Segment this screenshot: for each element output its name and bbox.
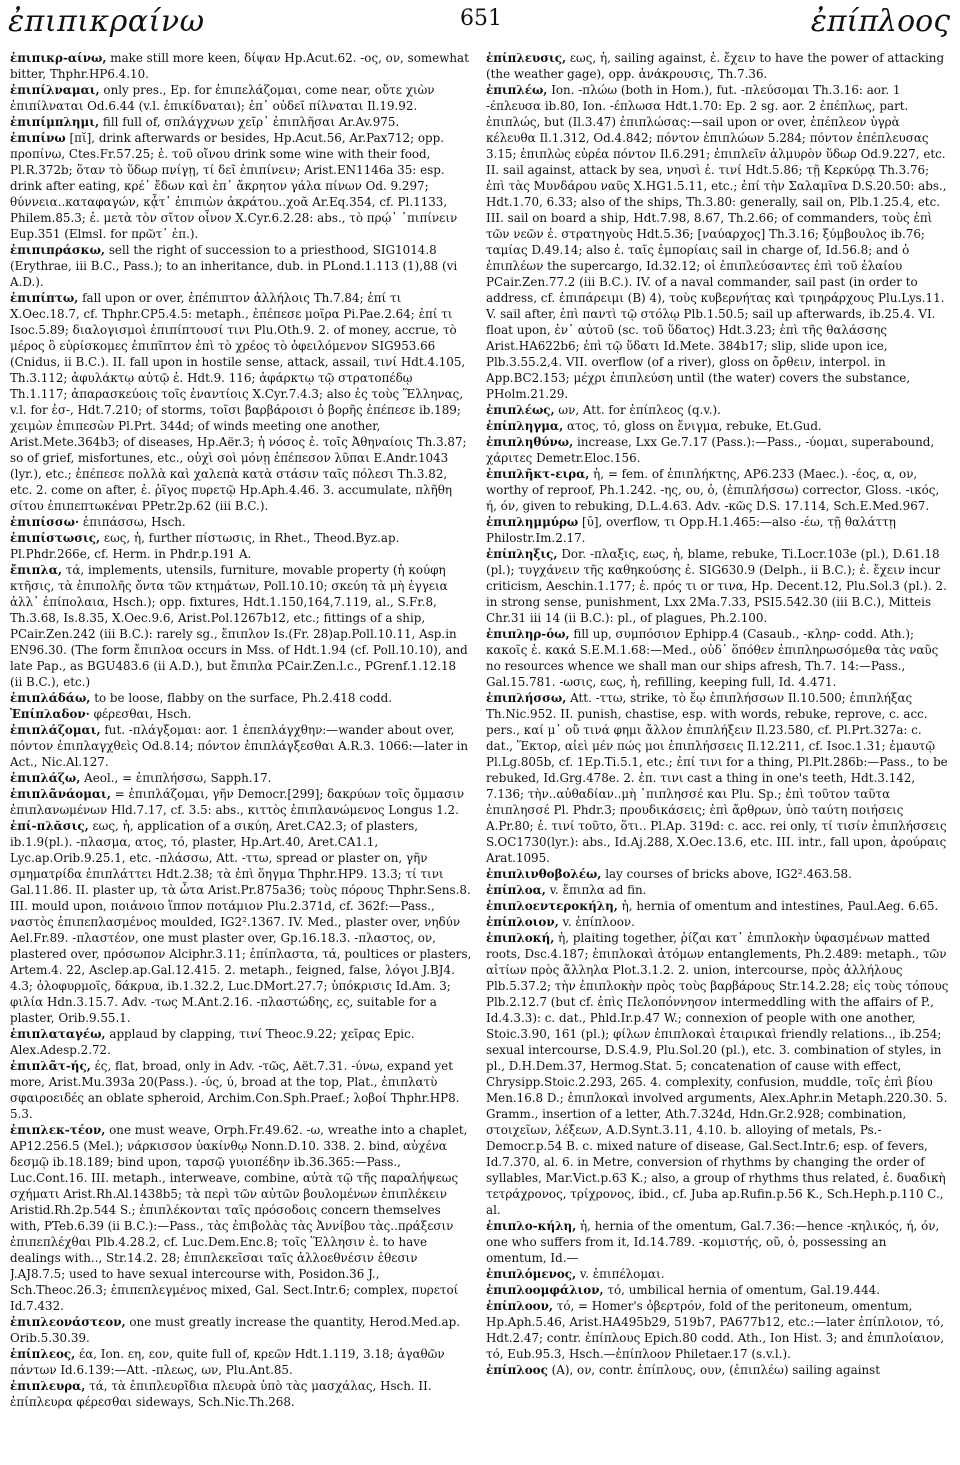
entry-headword: ἐπιπλεκ-τέον, — [10, 1123, 106, 1137]
entry-definition: make still more keen, δίψαν Hp.Acut.62. -ος, ον, somewhat bitter, Thphr.HP6.4.10. — [10, 51, 469, 81]
right-running-headword: ἐπίπλοος — [810, 4, 950, 39]
entry-definition: τά, implements, utensils, furniture, movable property (ἡ κούφη κτῆσις, τὰ ἐπιπολῆς ὄντα τῶν κτημάτων, Poll.10.10; σκεύη τὰ μὴ ἐγγεια ἀλλ᾽ ἐπίπολαια, Hsch.); opp. fixtures, Hdt.1.150,164,7.119, al., S.Fr.8, Th.3.68, Is.8.35, X.Oec.9.6, Arist.Pol.1267b12, etc.; fittings of a ship, PCair.Zen.242 (iii B.C.): rarely sg., ἔπιπλον Is.(Fr. 28)ap.Poll.10.11, Asp.in EN96.30. (The form ἔπιπλοα occurs in Mss. of Hdt.1.94 (cf. Poll.10.10), and late Pap., as BGU483.6 (ii A.D.), but ἔπιπλα PCair.Zen.l.c., PGrenf.1.12.18 (ii B.C.), etc.) — [10, 563, 468, 689]
entry-headword: ἐπιπλήσσω, — [486, 691, 567, 705]
entry-headword: ἐπιπλᾶνάομαι, — [10, 787, 111, 801]
page-number: 651 — [460, 6, 502, 31]
dictionary-entry — [10, 786, 472, 818]
dictionary-entry — [10, 1122, 472, 1314]
entry-definition: (A), ον, contr. ἐπίπλους, ουν, (ἐπιπλέω) sailing against — [547, 1363, 881, 1377]
dictionary-entry — [10, 690, 472, 706]
entry-definition: only pres., Ep. for ἐπιπελάζομαι, come near, οὔτε χιὼν ἐπιπίλναται Od.6.44 (v.l. ἐπικίδναται); ἐπ᾽ οὐδεῖ πίλναται Il.19.92. — [10, 83, 435, 113]
entry-headword: ἐπιπίπτω, — [10, 291, 79, 305]
dictionary-entry — [486, 50, 950, 82]
entry-headword: ἐπιπλάζομαι, — [10, 723, 101, 737]
entry-definition: v. ἐπιπέλομαι. — [576, 1267, 665, 1281]
dictionary-entry — [486, 626, 950, 690]
dictionary-entry — [10, 530, 472, 562]
dictionary-entry — [486, 866, 950, 882]
entry-headword: ἐπιπλᾶτ-ής, — [10, 1059, 91, 1073]
right-column — [486, 50, 950, 1458]
dictionary-entry — [10, 562, 472, 690]
dictionary-entry — [10, 290, 472, 514]
entry-headword: ἐπιπικρ-αίνω, — [10, 51, 107, 65]
entry-headword: ἐπιπλοκή, — [486, 931, 555, 945]
dictionary-entry — [486, 1282, 950, 1298]
dictionary-entry — [10, 1314, 472, 1346]
entry-headword: ἐπίπλεος, — [10, 1347, 76, 1361]
entry-definition: ἡ, = fem. of ἐπιπλήκτης, AP6.233 (Maec.). -έος, α, ον, worthy of reproof, Ph.1.242. -ης, ου, ὁ, (ἐπιπλήσσω) corrector, Gloss. -ικός, ή, όν, given to rebuking, D.L.4.63. Adv. -κῶς D.S. 17.114, Sch.E.Med.967. — [486, 467, 940, 513]
dictionary-entry — [10, 82, 472, 114]
entry-definition: sell the right of succession to a priesthood, SIG1014.8 (Erythrae, iii B.C., Pass.); to an inheritance, dub. in PLond.1.113 (1),88 (vi A.D.). — [10, 243, 458, 289]
dictionary-entry — [10, 514, 472, 530]
dictionary-entry — [486, 514, 950, 546]
dictionary-entry — [10, 770, 472, 786]
entry-definition: τό, umbilical hernia of omentum, Gal.19.444. — [603, 1283, 880, 1297]
dictionary-entry — [486, 898, 950, 914]
entry-definition: ἐπιπάσσω, Hsch. — [79, 515, 186, 529]
entry-headword: ἐπιπλοεντεροκήλη, — [486, 899, 618, 913]
entry-headword: ἐπιπίνω — [10, 131, 66, 145]
entry-headword: ἐπίπλοα, — [486, 883, 546, 897]
entry-headword: ἐπιπλέω, — [486, 83, 548, 97]
dictionary-entry — [486, 418, 950, 434]
entry-headword: ἐπίπληγμα, — [486, 419, 564, 433]
dictionary-entry — [10, 1346, 472, 1378]
entry-definition: fill full of, σπλάγχνων χεῖρ᾽ ἐπιπλῆσαι Ar.Av.975. — [99, 115, 400, 129]
entry-headword: ἐπιπλάδάω, — [10, 691, 91, 705]
entry-headword: ἐπιπίσσω· — [10, 515, 80, 529]
entry-definition: increase, Lxx Ge.7.17 (Pass.):—Pass., -ύομαι, superabound, χάριτες Demetr.Eloc.156. — [486, 435, 935, 465]
entry-definition: Dor. -πλαξις, εως, ἡ, blame, rebuke, Ti.Locr.103e (pl.), D.61.18 (pl.); τυγχάνειν τῆς καθηκούσης ἐ. SIG630.9 (Delph., ii B.C.); ἐ. ἔχειν incur criticism, Aeschin.1.177; ἐ. πρός τι or τινα, Hp. Decent.12, Plu.Sol.3 (pl.). 2. in strong sense, punishment, Lxx 2Ma.7.33, PSI5.542.30 (iii B.C.), Mitteis Chr.31 iii 14 (ii B.C.): pl., of plagues, Ph.2.100. — [486, 547, 947, 625]
entry-headword: ἐπιπλινθοβολέω, — [486, 867, 602, 881]
dictionary-entry — [486, 82, 950, 402]
entry-definition: = ἐπιπλάζομαι, γῆν Democr.[299]; δακρύων τοῖς ὄμμασιν ἐπιπλανωμένων Hld.7.17, cf. 3.5: abs., κιττὸς ἐπιπλανώμενος Longus 1.2. — [10, 787, 465, 817]
entry-definition: v. ἐπίπλοον. — [558, 915, 635, 929]
entry-headword: ἐπιπλημμύρω — [486, 515, 579, 529]
entry-headword: ἔπιπλα, — [10, 563, 63, 577]
dictionary-entry — [486, 1218, 950, 1266]
entry-headword: ἐπιπλοομφάλιον, — [486, 1283, 604, 1297]
entry-definition: Aeol., = ἐπιπλήσσω, Sapph.17. — [80, 771, 272, 785]
entry-headword: ἐπιπληρ-όω, — [486, 627, 570, 641]
page-header — [0, 0, 960, 44]
entry-headword: ἐπιπλόμενος, — [486, 1267, 577, 1281]
entry-headword: ἐπιπληθύνω, — [486, 435, 574, 449]
entry-definition: fall upon or over, ἐπέπιπτον ἀλλήλοις Th.7.84; ἐπί τι X.Oec.18.7, cf. Thphr.CP5.4.5: metaph., ἐπέπεσε μοῖρα Pi.Pae.2.64; ἐπί τι Isoc.5.89; διαλογισμοὶ ἐπιπίπτουσί τινι Plu.Oth.9. 2. of money, accrue, τὸ μέρος ὃ εὑρίσκομες ἐπιπῖπτον ἐπὶ τὸ χρέος τὸ ὀφειλόμενον SIG953.66 (Cnidus, ii B.C.). II. fall upon in hostile sense, attack, assail, τινί Hdt.4.105, Th.3.112; ἀφυλάκτῳ αὐτῷ ἐ. Hdt.9. 116; ἀφάρκτῳ τῷ στρατοπέδῳ Th.1.117; ἀπαρασκεύοις τοῖς ἐναντίοις X.Cyr.7.4.3; also ἐς τοὺς Ἕλληνας, v.l. for ἐσ-, Hdt.7.210; of storms, τοῖσι βαρβάροισι ὁ βορῆς ἐπέπεσε ib.189; χειμὼν ἐπιπεσὼν Pl.Prt. 344d; of winds meeting one another, Arist.Mete.364b3; of diseases, Hp.Aër.3; ἡ νόσος ἐ. τοῖς Ἀθηναίοις Th.3.87; so of grief, misfortunes, etc., οὐχὶ σοὶ μόνῃ ἐπέπεσον λῦπαι E.Andr.1043 (lyr.), etc.; ἐπέπεσε πολλὰ καὶ χαλεπὰ κατὰ στάσιν ταῖς πόλεσι Th.3.82, etc. 2. come on after, ἐ. ῥῖγος πυρετῷ Hp.Aph.4.46. 3. accumulate, πλῆθη σίτου ἐπιπεπτωκέναι PPetr.2p.62 (iii B.C.). — [10, 291, 467, 513]
entry-definition: τό, = Homer's ὀβερτρόν, fold of the peritoneum, omentum, Hp.Aph.5.46, Arist.HA495b29, 519b7, PA677b12, etc.:—later ἐπίπλοιον, τό, Hdt.2.47; contr. ἐπίπλους Epich.80 codd. Ath., Ion Hist. 3; and ἐπιπλοίαιον, τό, Eub.95.3, Hsch.—ἐπίπλοον Philetaer.17 (s.v.l.). — [486, 1299, 945, 1361]
entry-definition: fill up, συμπόσιον Ephipp.4 (Casaub., -κληρ- codd. Ath.); κακοῖς ἐ. κακά S.E.M.1.68:—Med., οὐδ᾽ ὅπόθεν ἐπιπληρωσόμεθα τὰς ναῦς no resources whence we shall man our ships afresh, Th.7. 14:—Pass., Gal.15.781. -ωσις, εως, ἡ, refilling, keeping full, Id. 4.471. — [486, 627, 939, 689]
dictionary-entry — [486, 1298, 950, 1362]
entry-headword: ἐπιπλεονάστεον, — [10, 1315, 126, 1329]
entry-headword: ἐπιπίστωσις, — [10, 531, 101, 545]
entry-headword: ἐπιπλαταγέω, — [10, 1027, 106, 1041]
dictionary-entry — [486, 930, 950, 1218]
entry-definition: Att. -ττω, strike, τὸ ἔῳ ἐπιπλήσσων Il.10.500; ἐπιπλήξας Th.Nic.952. II. punish, chastise, esp. with words, rebuke, reprove, c. acc. pers., καί μ᾽ οὔ τινά φημι ἄλλον ἐπιπλήξειν Il.23.580, cf. Pl.Prt.327a: c. dat., Ἕκτορ, αἰεὶ μέν πώς μοι ἐπιπλήσσεις Il.12.211, cf. Isoc.1.31; ἐμαυτῷ Pl.Lg.805b, cf. 1Ep.Ti.5.1, etc.; ἐπί τινι for a thing, Pl.Plt.286b:—Pass., to be rebuked, Id.Grg.478e. 2. ἐπ. τινι cast a thing in one's teeth, Hdt.3.142, 7.136; τὴν..αὐθαδίαν..μὴ ᾽πιπλησσέ και Plu. Sp.; ἐπὶ τοῦτον ταῦτα ἐπιπλησσέ Pl. Phdr.3; προυδικάσεις; ἐπὶ ἄρθρων, ὑπὸ ταύτη ποιήσεις A.Pr.80; ἐ. τινί τοῦτο, ὅτι.. Pl.Ap. 319d: c. acc. rei only, τί τισίν ἐπιπλήσσεις S.OC1730(lyr.): abs., Id.Aj.288, X.Oec.13.6, etc. III. intr., fall upon, ἀρούραις Arat.1095. — [486, 691, 948, 865]
entry-headword: ἐπίπλοος — [486, 1363, 548, 1377]
dictionary-entry — [10, 706, 472, 722]
entry-headword: ἐπιπιπράσκω, — [10, 243, 106, 257]
entry-definition: one must greatly increase the quantity, Herod.Med.ap. Orib.5.30.39. — [10, 1315, 461, 1345]
entry-definition: εως, ἡ, application of a σικύη, Aret.CA2.3; of plasters, ib.1.9(pl.). -πλασμα, ατος, τό, plaster, Hp.Art.40, Aret.CA1.1, Lyc.ap.Orib.9.25.1, etc. -πλάσσω, Att. -ττω, spread or plaster on, γῆν σμηματρίδα ἐπιπλάττει Hdt.2.38; τὰ ἐπὶ ὅηγμα Thphr.HP9. 13.3; τί τινι Gal.11.86. II. plaster up, τὰ ὦτα Arist.Pr.875a36; τοὺς πόρους Thphr.Sens.8. III. mould upon, ποιάνοιο ἵππον ποτάμιον Plu.2.371d, cf. 362f:—Pass., ναστὸς ἐπιπεπλασμένος moulded, IG2².1367. IV. Med., plaster over, νηδύν Ael.Fr.89. -πλαστέον, one must plaster over, Gp.16.18.3. -πλαστος, ον, plastered over, πρόσωπον Alciphr.3.11; ἐπίπλαστα, τά, poultices or plasters, Artem.4. 22, Asclep.ap.Gal.12.415. 2. metaph., feigned, false, λόγοι J.BJ4. 4.3; ὀλοφυρμοῖς, δάκρυα, ib.1.32.2, Luc.DMort.27.7; ὑπόκρισις Id.Am. 3; φιλία Hdn.3.15.7. Adv. -τως M.Ant.2.16. -πλαστώδης, ες, suitable for a plaster, Orib.9.55.1. — [10, 819, 472, 1025]
entry-headword: ἐπιπλευρα, — [10, 1379, 86, 1393]
dictionary-entry — [10, 130, 472, 242]
entry-definition: [ῡ], overflow, τι Opp.H.1.465:—also -έω, τῇ θαλάττῃ Philostr.Im.2.17. — [486, 515, 896, 545]
entry-headword: ἐπιπίμπλημι, — [10, 115, 100, 129]
dictionary-entry — [10, 1378, 472, 1410]
entry-definition: v. ἔπιπλα ad fin. — [545, 883, 647, 897]
dictionary-entry — [10, 1058, 472, 1122]
entry-headword: ἐπί-πλᾰσις, — [10, 819, 89, 833]
entry-headword: ἐπιπίλναμαι, — [10, 83, 100, 97]
dictionary-entry — [10, 50, 472, 82]
entry-definition: lay courses of bricks above, IG2².463.58. — [601, 867, 852, 881]
dictionary-entry — [486, 1362, 950, 1378]
dictionary-entry — [486, 434, 950, 466]
dictionary-entry — [10, 242, 472, 290]
dictionary-entry — [10, 818, 472, 1026]
entry-definition: ατος, τό, gloss on ἔνιγμα, rebuke, Et.Gud. — [563, 419, 822, 433]
entry-definition: ἡ, hernia of the omentum, Gal.7.36:—hence -κηλικός, ή, όν, one who suffers from it, Id.14.789. -κομιστής, οῦ, ὁ, possessing an omentum, Id.— — [486, 1219, 940, 1265]
entry-definition: φέρεσθαι, Hsch. — [89, 707, 192, 721]
entry-headword: Ἐπίπλαδον· — [10, 707, 90, 721]
entry-headword: ἐπιπλῆκτ-ειρα, — [486, 467, 590, 481]
entry-headword: ἐπιπλέως, — [486, 403, 555, 417]
entry-headword: ἐπιπλάζω, — [10, 771, 81, 785]
entry-definition: ές, flat, broad, only in Adv. -τῶς, Aët.7.31. -ύνω, expand yet more, Arist.Mu.393a 20(Pass.). -ύς, ύ, broad at the top, Plat., ἐπιπλατὺ σφαιροειδές an oblate spheroid, Archim.Con.Sph.Praef.; λοβοί Thphr.HP8. 5.3. — [10, 1059, 460, 1121]
entry-definition: εως, ἡ, sailing against, ἐ. ἔχειν to have the power of attacking (the weather gage), opp. ἀνάκρουσις, Th.7.36. — [486, 51, 945, 81]
entry-definition: [πῐ], drink afterwards or besides, Hp.Acut.56, Ar.Pax712; opp. προπίνω, Ctes.Fr.57.25; ἐ. τοῦ οἴνου drink some wine with their food, Pl.R.372b; ὅταν τὸ ὕδωρ πνίγῃ, τί δεῖ ἐπιπίνειν; Arist.EN1146a 35: esp. drink after eating, κρέ᾽ ἔδων καὶ ἐπ᾽ ἄκρητον γάλα πίνων Od. 9.297; θύννεια..καταφαγών, κᾆτ᾽ ἐπιπιὼν ἀκράτου..χοᾶ Ar.Eq.354, cf. Pl.1133, Philem.85.3; ἐ. μετὰ τὸν σῖτον οἶνον X.Cyr.6.2.28: abs., τὸ πρῴ᾽ ᾽πιπίνειν Eup.351 (Elmsl. for πρῶτ᾽ ἐπ.). — [10, 131, 458, 241]
entry-definition: εως, ἡ, further πίστωσις, in Rhet., Theod.Byz.ap. Pl.Phdr.266e, cf. Herm. in Phdr.p.191 A. — [10, 531, 400, 561]
dictionary-entry — [10, 1026, 472, 1058]
left-column — [10, 50, 472, 1458]
entry-definition: one must weave, Orph.Fr.49.62. -ω, wreathe into a chaplet, AP12.256.5 (Mel.); νάρκισσον ὑακίνθῳ Nonn.D.10. 338. 2. bind, αὐχένα δεσμῷ ib.18.189; bind upon, ταρσῷ γυιοπέδην ib.36.365:—Pass., Luc.Cont.16. III. metaph., interweave, combine, αὐτὰ τῷ τῆς παραλήψεως σχήματι Arist.Rh.Al.1438b5; τὰ περὶ τῶν αὐτῶν βουλομένων ἐπιπλέκειν Aristid.Rh.2p.544 S.; ἐπιπλέκονται ταῖς πρόσοδοις concern themselves with, PTeb.6.39 (ii B.C.):—Pass., τὰς ἐπιβολὰς τὰς Ἀννίβου τὰς..πράξεσιν ἐπιπεπλέχθαι Plb.4.28.2, cf. Luc.Dem.Enc.8; τοῖς Ἕλλησιν ἐ. to have dealings with.., Str.14.2. 28; ἐπιπλεκεῖσαι ταῖς ἀλλοεθνέσιν ἐθεσιν J.AJ8.7.5; used to have sexual intercourse with, Posidon.36 J., Sch.Theoc.26.3; ἐπιπεπλεγμένος mixed, Gal. Sect.Intr.6; complex, πυρετοί Id.7.432. — [10, 1123, 468, 1313]
entry-definition: ων, Att. for ἐπίπλεος (q.v.). — [554, 403, 721, 417]
dictionary-entry — [486, 882, 950, 898]
entry-definition: fut. -πλάγξομαι: aor. 1 ἐπεπλάγχθην:—wander about over, πόντον ἐπιπλαγχθεὶς Od.8.14; πόντον ἐπιπλάγξεσθαι A.R.3. 1066:—later in Act., Nic.Al.127. — [10, 723, 469, 769]
entry-headword: ἐπίπλοον, — [486, 1299, 553, 1313]
entry-definition: ἡ, hernia of omentum and intestines, Paul.Aeg. 6.65. — [617, 899, 939, 913]
dictionary-entry — [486, 690, 950, 866]
dictionary-entry — [10, 722, 472, 770]
entry-headword: ἐπίπλοιον, — [486, 915, 559, 929]
entry-definition: applaud by clapping, τινί Theoc.9.22; χεῖρας Epic. Alex.Adesp.2.72. — [10, 1027, 415, 1057]
entry-definition: ἡ, plaiting together, ῥίζαι κατ᾽ ἐπιπλοκὴν ὑφασμένων matted roots, Dsc.4.187; ἐπιπλοκαὶ ἀτόμων entanglements, Ph.2.489: metaph., τῶν αἰτίων πρὸς ἄλληλα Plot.3.1.2. 2. union, intercourse, πρὸς ἀλλήλους Plb.5.37.2; τὴν ἐπιπλοκὴν πρὸς τοὺς βαρβάρους Str.14.2.28; εἰς τοὺς τόπους Plb.2.12.7 (but cf. ἐπὶς Πελοπόννησον intermeddling with the affairs of P., Id.4.3.3): c. dat., Phld.Ir.p.47 W.; connexion of people with one another, Stoic.3.90, 161 (pl.); φίλων ἐπιπλοκαὶ ἑταιρικαὶ friendly relations.., ib.254; sexual intercourse, D.S.4.9, Plu.Sol.20 (pl.), etc. 3. combination of styles, in pl., D.H.Dem.37, Hermog.Stat. 5; concatenation of cause with effect, Chrysipp.Stoic.2.293, 265. 4. complexity, confusion, muddle, τοῖς ἐπὶ βίου Men.16.8 D.; ἐπιπλοκαὶ involved arguments, Alex.Aphr.in Metaph.220.30. 5. Gramm., insertion of a letter, Ath.7.324d, Hdn.Gr.2.928; combination, στοιχεῖων, λέξεων, A.D.Synt.3.11, 4.10. b. alloying of metals, Ps.-Democr.p.54 B. c. mixed nature of disease, Gal.Sect.Intr.6; esp. of fevers, Id.7.370, al. 6. in Metre, conversion of rhythms by changing the order of syllables, Mar.Vict.p.63 K.; also, a group of rhythms thus related, ἐ. δυαδικὴ τετράχρονος, τρίχρονος, ibid., cf. Juba ap.Rufin.p.56 K., Sch.Heph.p.110 C., al. — [486, 931, 949, 1217]
dictionary-entry — [486, 914, 950, 930]
entry-definition: έα, Ion. εη, εον, quite full of, κρεῶν Hdt.1.119, 3.18; ἀγαθῶν πάντων Id.6.139:—Att. -πλεως, ων, Plu.Ant.85. — [10, 1347, 445, 1377]
entry-headword: ἐπίπληξις, — [486, 547, 558, 561]
dictionary-entry — [486, 402, 950, 418]
entry-definition: Ion. -πλώω (both in Hom.), fut. -πλεύσομαι Th.3.16: aor. 1 -έπλευσα ib.80, Ion. -έπλωσα Hdt.1.70: Ep. 2 sg. aor. 2 ἐπέπλως, part. ἐπιπλώς, but (Il.3.47) ἐπιπλώσας:—sail upon or over, ἐπέπλεον ὑγρὰ κέλευθα Il.1.312, Od.4.842; πόντον ἐπιπλώων 5.284; πόντον ἐπέπλευσας 3.15; ἐπιπλὼς εὐρέα πόντον Il.6.291; ἐπιπλεῖν ἁλμυρὸν ὕδωρ Od.9.227, etc. II. sail against, attack by sea, νηυσὶ ἐ. τινί Hdt.5.86; τῇ Κερκύρᾳ Th.3.76; ἐπὶ τὰς Μυνδάρου ναῦς X.HG1.5.11, etc.; ἐπί τὴν Σαλαμῖνα D.S.20.50: abs., Hdt.1.70, 6.33; also of the ships, Th.3.80: generally, sail on, Plb.1.25.4, etc. III. sail on board a ship, Hdt.7.98, 8.67, Th.2.66; of commanders, τοὺς ἐπὶ τῶν νεῶν ἐ. στρατηγοὺς Hdt.5.36; [ναύαρχος] Th.3.16; ξύμβουλος ib.76; ταμίας D.49.14; also ἐ. ταῖς ἐμπορίαις sail in charge of, Id.56.8; and ὁ ἐπιπλέων the supercargo, Id.32.12; οἱ ἐπιπλεύσαντες ἐπὶ τοῦ ἐλαίου PCair.Zen.77.2 (iii B.C.). IV. of a naval commander, sail past (in order to address, cf. ἐπιπάρειμι (B) 4), τοὺς κυβερνήτας καὶ τριηράρχους Plu.Lys.11. V. sail after, ἐπὶ παντὶ τῷ στόλῳ Plb.1.50.5; sail up afterwards, ib.25.4. VI. float upon, ἐν᾽ αὐτοῦ (sc. τοῦ ὕδατος) Hdt.3.23; ἐπὶ τῆς θαλάσσης Arist.HA622b6; ἐπὶ τῷ ὕδατι Id.Mete. 384b17; slip, slide upon ice, Plb.3.55.2,4. VII. overflow (of a river), gloss on ὄρθειν, interpol. in App.BC2.153; μέχρι ἐπιπλεύση until (the water) covers the substance, PHolm.21.29. — [486, 83, 947, 401]
left-running-headword: ἐπιπικραίνω — [8, 4, 205, 39]
entry-headword: ἐπιπλο-κήλη, — [486, 1219, 577, 1233]
entry-headword: ἐπίπλευσις, — [486, 51, 567, 65]
entry-definition: τά, τὰ ἐπιπλευρῖδια πλευρὰ ὑπὸ τὰς μασχάλας, Hsch. II. ἐπίπλευρα φέρεσθαι sideways, Sch.Nic.Th.268. — [10, 1379, 432, 1409]
entry-definition: to be loose, flabby on the surface, Ph.2.418 codd. — [90, 691, 393, 705]
dictionary-entry — [486, 546, 950, 626]
dictionary-entry — [486, 466, 950, 514]
dictionary-entry — [10, 114, 472, 130]
dictionary-entry — [486, 1266, 950, 1282]
